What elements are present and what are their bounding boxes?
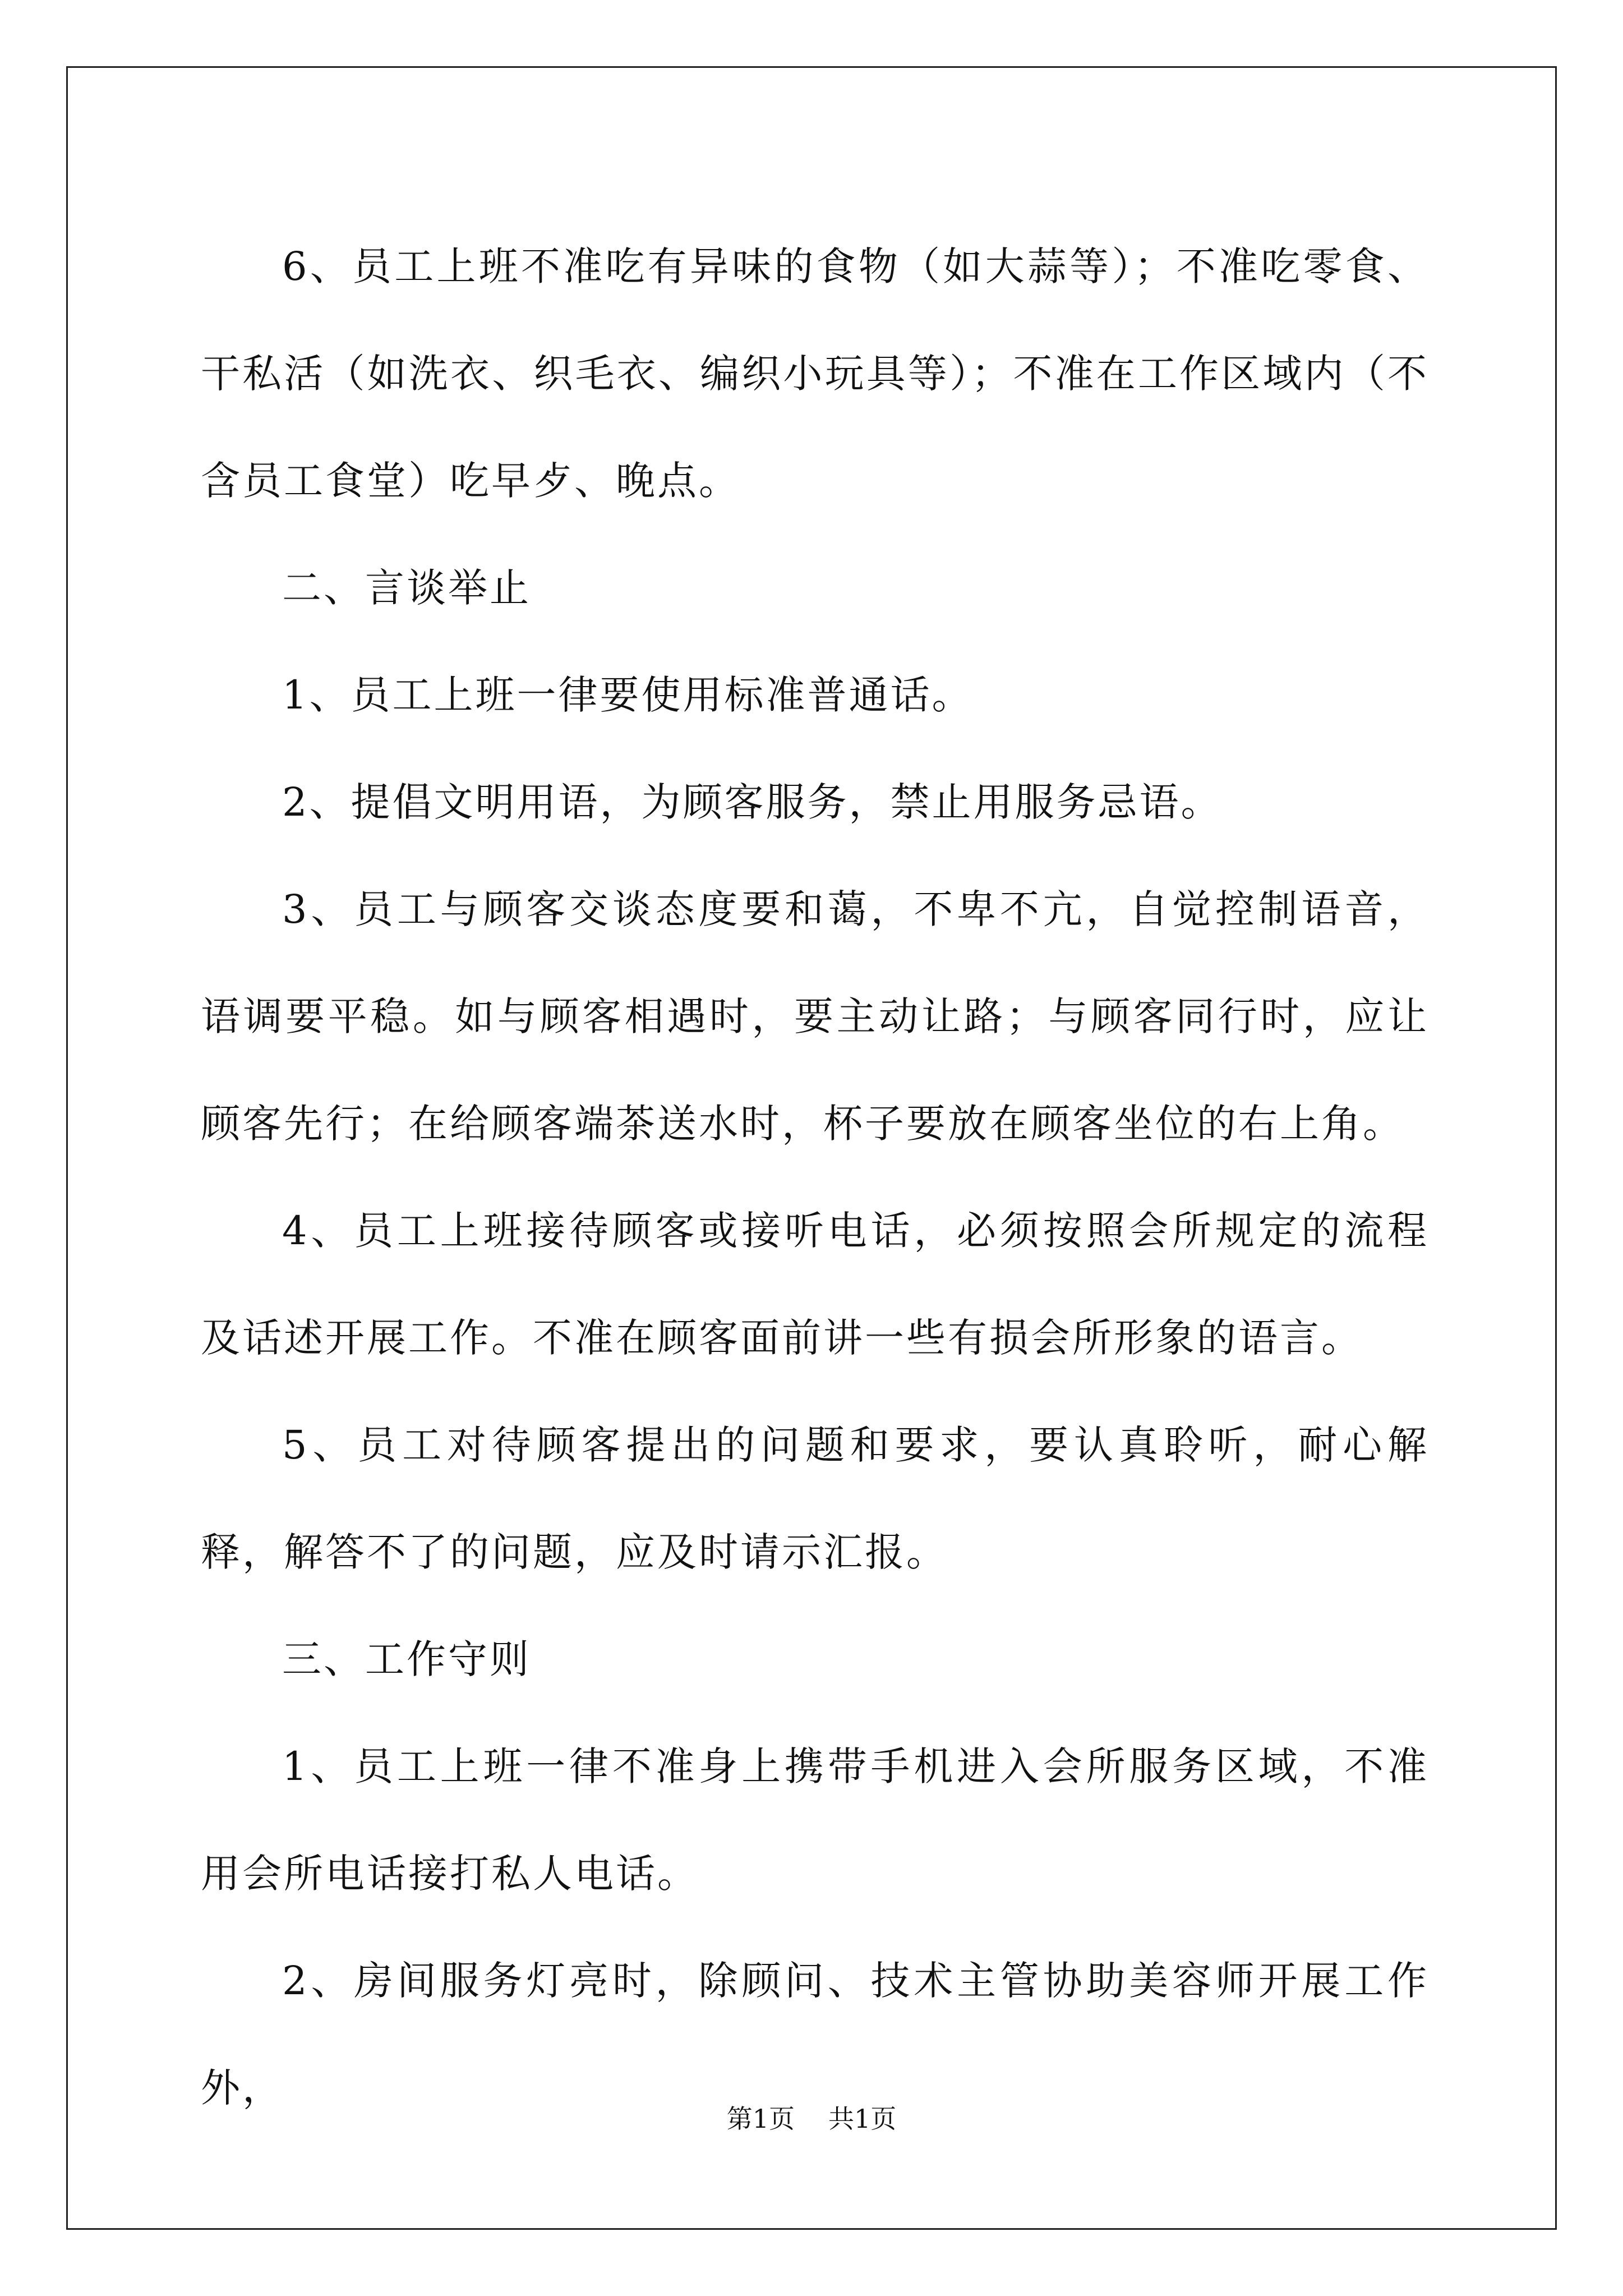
page-number: 第1页 [726,2104,795,2134]
paragraph: 2、提倡文明用语，为顾客服务，禁止用服务忌语。 [282,779,1223,825]
page-total: 共1页 [828,2104,897,2134]
paragraph: 3、员工与顾客交谈态度要和蔼，不卑不亢，自觉控制语音，语调要平稳。如与顾客相遇时，要主动让路；与顾客同行时，应让顾客先行；在给顾客端茶送水时，杯子要放在顾客坐位的右上角。 [201,886,1429,1147]
section-heading: 二、言谈举止 [282,565,531,611]
paragraph: 4、员工上班接待顾客或接听电话，必须按照会所规定的流程及话述开展工作。不准在顾客面前讲一些有损会所形象的语言。 [201,1208,1429,1361]
section-heading: 三、工作守则 [282,1636,531,1682]
paragraph: 5、员工对待顾客提出的问题和要求，要认真聆听，耐心解释，解答不了的问题，应及时请示汇报。 [201,1422,1429,1575]
paragraph: 1、员工上班一律不准身上携带手机进入会所服务区域，不准用会所电话接打私人电话。 [201,1743,1429,1897]
paragraph: 2、房间服务灯亮时，除顾问、技术主管协助美容师开展工作外， [201,1958,1429,2111]
paragraph: 1、员工上班一律要使用标准普通话。 [282,672,974,718]
page-footer [0,2099,1623,2136]
paragraph: 6、员工上班不准吃有异味的食物（如大蒜等）；不准吃零食、干私活（如洗衣、织毛衣、编织小玩具等）；不准在工作区域内（不含员工食堂）吃早歺、晚点。 [201,243,1429,504]
document-body [201,213,1429,2142]
